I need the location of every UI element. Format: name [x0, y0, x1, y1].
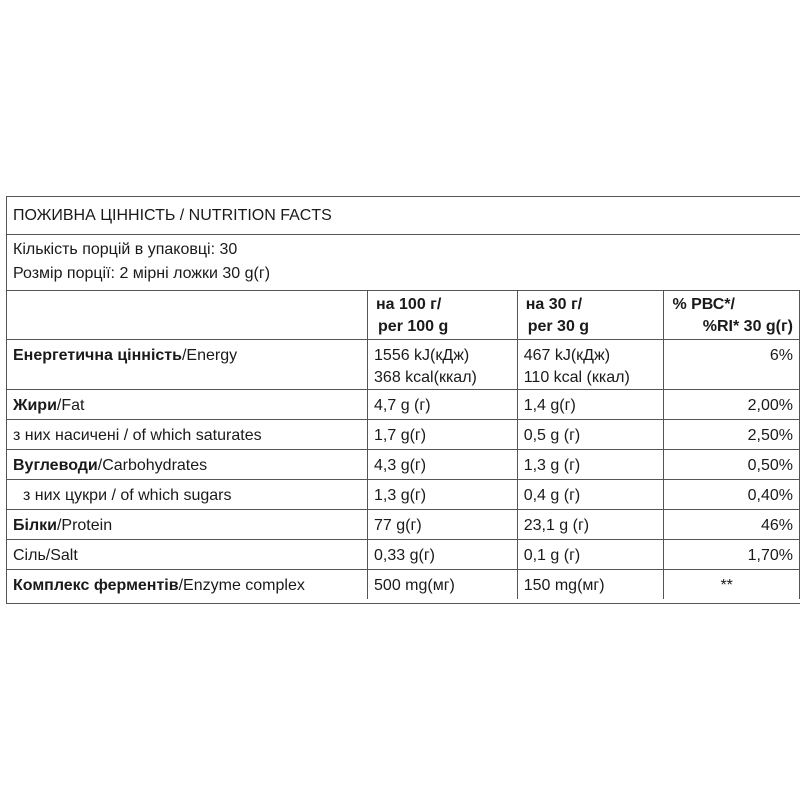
table-row	[7, 339, 800, 389]
header-per30-line1: на 30 г/	[525, 296, 583, 313]
value-per30: 0,4 g (г)	[523, 486, 581, 504]
nutrient-label: Комплекс ферментів/Enzyme complex	[13, 576, 305, 594]
table-row	[7, 389, 800, 419]
value-per30: 150 mg(мг)	[523, 576, 605, 594]
value-ri: 46%	[760, 516, 793, 534]
header-per30-line2: per 30 g	[527, 318, 590, 335]
header-ri-line2: %RI* 30 g(г)	[702, 318, 793, 335]
table-row	[7, 419, 800, 449]
nutrient-label: з них насичені / of which saturates	[13, 426, 262, 444]
value-per30: 23,1 g (г)	[523, 516, 590, 534]
value-per100: 1556 kJ(кДж) 368 kcal(ккал)	[374, 346, 477, 386]
value-per100: 0,33 g(г)	[374, 546, 435, 564]
value-per100: 77 g(г)	[374, 516, 422, 534]
value-ri: 6%	[769, 346, 793, 364]
nutrient-label: Сіль/Salt	[13, 546, 78, 564]
servings-per-pack: Кількість порцій в упаковці: 30	[13, 241, 238, 258]
value-ri: 2,00%	[747, 396, 793, 414]
value-ri: 0,50%	[747, 456, 793, 474]
header-cell-per30	[517, 291, 664, 339]
header-ri-line1: % РВС*/	[672, 296, 735, 313]
nutrient-label: Вуглеводи/Carbohydrates	[13, 456, 208, 474]
nutrient-label: Білки/Protein	[13, 516, 113, 534]
header-cell-per100	[368, 291, 518, 339]
header-per100-line2: per 100 g	[378, 318, 449, 335]
value-ri: 1,70%	[747, 546, 793, 564]
serving-size: Розмір порції: 2 мірні ложки 30 g(г)	[13, 265, 271, 282]
table-row	[7, 449, 800, 479]
header-per100-line1: на 100 г/	[376, 296, 442, 313]
value-per30: 0,1 g (г)	[523, 546, 581, 564]
nutrition-table	[7, 291, 800, 599]
value-ri: 2,50%	[747, 426, 793, 444]
table-row	[7, 539, 800, 569]
header-cell-ri	[664, 291, 800, 339]
serving-info	[7, 235, 800, 291]
value-per30: 467 kJ(кДж) 110 kcal (ккал)	[523, 346, 630, 386]
value-per100: 1,3 g(г)	[374, 486, 427, 504]
table-row	[7, 509, 800, 539]
table-header-row	[7, 291, 800, 339]
value-ri: **	[720, 576, 733, 594]
value-per30: 1,4 g(г)	[523, 396, 576, 414]
table-row	[7, 479, 800, 509]
value-per30: 0,5 g (г)	[523, 426, 581, 444]
panel-title: ПОЖИВНА ЦІННІСТЬ / NUTRITION FACTS	[13, 207, 332, 224]
title-row	[7, 197, 800, 235]
nutrient-label: Енергетична цінність/Energy	[13, 346, 238, 364]
nutrient-label: з них цукри / of which sugars	[23, 486, 232, 504]
value-ri: 0,40%	[747, 486, 793, 504]
nutrition-facts-panel	[6, 196, 800, 604]
value-per100: 4,7 g (г)	[374, 396, 431, 414]
value-per100: 500 mg(мг)	[374, 576, 455, 594]
nutrient-label: Жири/Fat	[13, 396, 85, 414]
table-row	[7, 569, 800, 599]
value-per30: 1,3 g (г)	[523, 456, 581, 474]
value-per100: 4,3 g(г)	[374, 456, 427, 474]
header-cell-nutrient	[7, 291, 368, 339]
value-per100: 1,7 g(г)	[374, 426, 427, 444]
